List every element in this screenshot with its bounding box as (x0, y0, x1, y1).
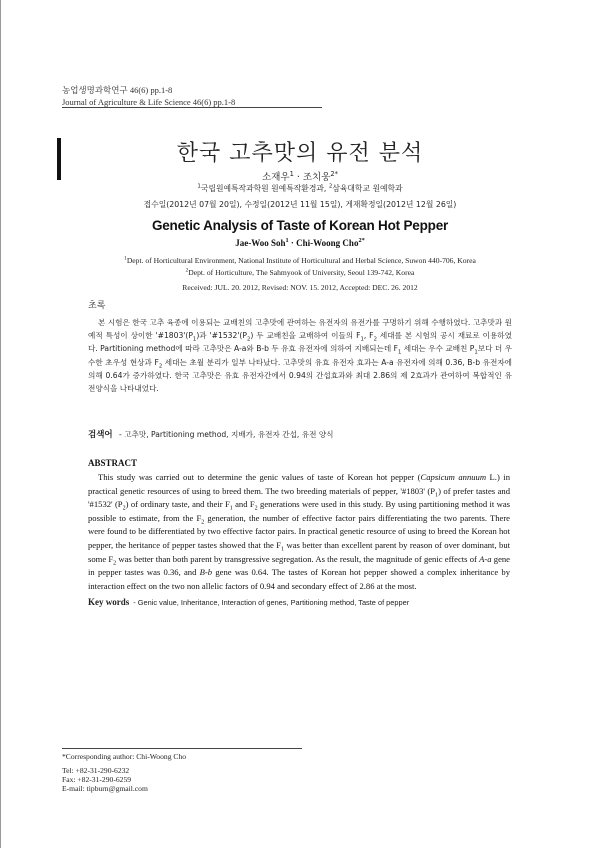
affiliation-superscript: 1 (124, 255, 127, 262)
abstract-english-heading: ABSTRACT (88, 458, 138, 468)
affiliation-line (0, 255, 600, 267)
footnote-corresponding: *Corresponding author: Chi-Woong Cho (62, 752, 187, 761)
affiliation-superscript: 1 (197, 183, 201, 190)
author-name: 조치웅 (302, 172, 331, 183)
abstract-korean-heading: 초록 (88, 301, 106, 311)
abstract-text: was better than excellent parent by reason of over dominant, but some F (88, 539, 511, 564)
keywords-label: 검색어 (88, 430, 113, 440)
subscript: 1 (229, 505, 233, 512)
abstract-text: generations were used in this study. By using partitioning method it was possible to estimate, from the F (88, 499, 511, 523)
species-name: Capsicum annuum (420, 472, 487, 482)
affiliation-line (0, 267, 600, 279)
affiliation-text: 국립원예특작과학원 원예특작환경과, (200, 184, 329, 193)
author-separator: · (288, 238, 297, 248)
abstract-text: , F (363, 331, 374, 341)
abstract-text: ) of prefer tastes and '#1532' (P (88, 485, 510, 510)
footnote-rule (62, 748, 302, 749)
affiliation-text: Dept. of Horticulture, The Sahmyook of University, Seoul 139-742, Korea (188, 268, 415, 277)
author-superscript: 2* (330, 169, 338, 178)
dates-english: Received: JUL. 20. 2012, Revised: NOV. 15. 2012, Accepted: DEC. 26. 2012 (182, 283, 418, 292)
author-superscript: 1 (289, 169, 294, 178)
header-rule (62, 107, 322, 108)
keywords-korean (88, 428, 334, 440)
abstract-english-paragraph (88, 471, 510, 593)
subscript: 2 (113, 560, 117, 567)
subscript: 1 (474, 349, 478, 356)
affiliations-english (0, 255, 600, 279)
abstract-english (88, 471, 510, 593)
author-name: Chi-Woong Cho (296, 238, 359, 248)
abstract-text: gene in pepper tastes was 0.36, and (88, 553, 510, 578)
authors-korean (0, 169, 600, 183)
dates-korean: 접수일(2012년 07월 20일), 수정일(2012년 11월 15일), 게재확정일(2012년 12월 26일) (143, 200, 457, 209)
abstract-text: generation, the number of effective factor pairs differentiating the two parents. There were found to be differentiated by two effective factor pairs. In practical genetic resource of using to breed the Korean hot pepper, the heritance of pepper tastes showed that the F (88, 512, 510, 550)
abstract-text: 세대는 우수 교배친 P (401, 344, 475, 354)
abstract-korean-paragraph (88, 316, 512, 395)
abstract-text: ) of ordinary taste, and their F (125, 499, 230, 510)
subscript: 2 (122, 505, 126, 512)
subscript: 1 (192, 336, 197, 343)
keywords-english (88, 597, 409, 607)
author-name: 소재우 (262, 172, 290, 183)
abstract-text: ) 두 교배친을 교배하여 이들의 F (250, 331, 361, 341)
abstract-text: )과 '#1532'(P (196, 331, 247, 341)
title-english: Genetic Analysis of Taste of Korean Hot Pepper (151, 218, 449, 233)
author-name: Jae-Woo Soh (235, 238, 286, 248)
gene-name: A-a (479, 553, 492, 564)
subscript: 2 (254, 505, 258, 512)
affiliation-superscript: 2 (328, 183, 333, 190)
footnote-tel: Tel: +82-31-290-6232 (62, 766, 130, 775)
footnote-fax: Fax: +82-31-290-6259 (62, 775, 132, 784)
gene-name: B-b (199, 567, 213, 578)
abstract-text: 본 시험은 한국 고추 육종에 이용되는 교배친의 고추맛에 관여하는 유전자의 유전가를 구명하기 위해 수행하였다. 고추맛과 원예적 특성이 상이한 '#1803'(P (88, 318, 512, 341)
subscript: 2 (246, 336, 251, 343)
subscript: 2 (158, 363, 163, 370)
subscript: 1 (435, 492, 439, 499)
abstract-text: 보다 더 우수한 초우성 현상과 F (88, 344, 512, 367)
affiliation-text: 삼육대학교 원예학과 (332, 184, 403, 193)
affiliation-superscript: 2 (185, 267, 189, 274)
abstract-text: gene was 0.64. The tastes of Korean hot pepper showed a complex inheritance by interaction effect on the two non allelic factors of 0.94 and secondary effect of 2.86 at the most. (88, 567, 511, 591)
page-edge (0, 0, 1, 848)
abstract-text: was better than both parent by transgressive segregation. As the result, the magnitude of genic effects of (116, 553, 480, 564)
keywords-label: Key words (88, 597, 130, 607)
abstract-text: 세대를 본 시험의 공시 재료로 이용하였다. Partitioning method에 따라 고추맛은 A-a와 B-b 두 유효 유전자에 의하여 지배되는데 F (88, 331, 512, 354)
affiliation-text: Dept. of Horticultural Environment, National Institute of Horticultural and Herbal Science, Suwon 440-706, Korea (126, 256, 476, 265)
abstract-text: L.) in practical genetic resources of using to breed them. The two breeding materials of pepper, '#1803' (P (88, 472, 510, 496)
author-separator: · (293, 172, 303, 183)
subscript: 1 (281, 546, 285, 553)
abstract-text: and F (232, 499, 255, 510)
subscript: 1 (360, 336, 364, 343)
abstract-korean (88, 316, 512, 395)
keywords-text: - 고추맛, Partitioning method, 지배가, 유전자 간섭, 유전 양식 (116, 430, 334, 439)
keywords-text: - Genic value, Inheritance, Interaction of genes, Partitioning method, Taste of pepper (133, 598, 410, 607)
abstract-text: 세대는 초월 분리가 일부 나타났다. 고추맛의 유효 유전자 효과는 A-a 유전자에 의해 0.36, B-b 유전자에 의해 0.64가 증가하였다. 한국 고추맛은 유효 유전자간에서 0.94의 간섭효과와 최대 2.86의 제 2효과가 관여하여 복합적인 유전양식을 나타내었다. (88, 357, 512, 394)
journal-header-english: Journal of Agriculture & Life Science 46(6) pp.1-8 (62, 97, 236, 107)
author-superscript: 2* (358, 237, 365, 244)
abstract-text: This study was carried out to determine the genic values of taste of Korean hot pepper ( (98, 472, 421, 482)
title-korean: 한국 고추맛의 유전 분석 (176, 141, 424, 166)
author-superscript: 1 (285, 237, 289, 244)
subscript: 2 (201, 519, 205, 526)
journal-header-korean: 농업생명과학연구 46(6) pp.1-8 (62, 85, 173, 95)
subscript: 2 (373, 336, 377, 343)
affiliations-korean (0, 183, 600, 194)
authors-english (0, 238, 600, 248)
subscript: 1 (397, 349, 402, 356)
footnote-email: E-mail: tipburn@gmail.com (62, 784, 148, 793)
